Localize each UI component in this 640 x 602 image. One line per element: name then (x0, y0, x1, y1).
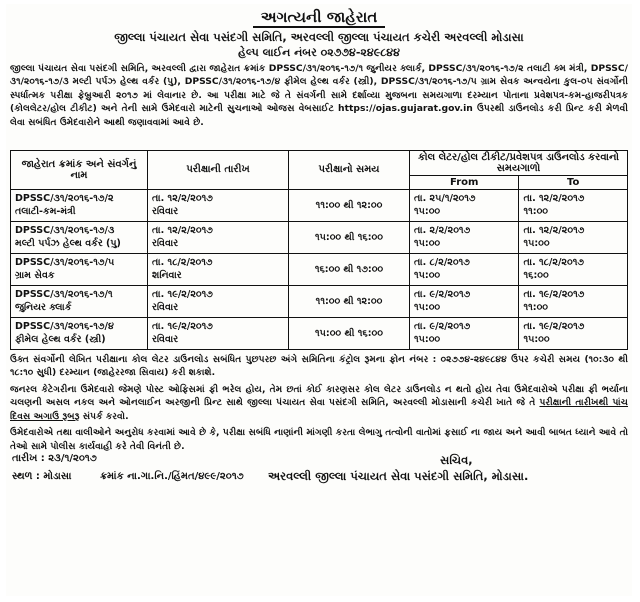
header-download-period: કોલ લેટર/હોલ ટીકીટ/પ્રવેશપત્ર ડાઉનલોડ કરવાનો સમયગાળો (410, 150, 628, 175)
exam-date-cell-day: શનિવાર (152, 270, 182, 281)
exam-date-cell-day: રવિવાર (152, 206, 179, 217)
exam-time-cell (289, 253, 410, 285)
post-cell (11, 189, 148, 221)
to-cell-to-time: ૧૧:૦૦ (523, 206, 549, 217)
note-helpline: ઉક્ત સંવર્ગોની લેખિત પરીક્ષાના કોલ લેટર ડાઉનલોડ સબંધિત પુછપરછ અંગે સમિતિના કંટ્રોલ રૂમના ફોન નંબર : ૦૨૭૭૪-૨૪૯૮૪૪ ઉપર કચેરી સમય (૧૦:૩૦ થી ૧૮:૧૦ સુધી) દરમ્યાન (જાહેરરજા સિવાય) કરી શકાશે. (10, 353, 628, 378)
table-row (11, 221, 628, 253)
from-cell (410, 221, 519, 253)
to-cell-to-date: તા. ૧૨/૨/૨૦૧૭ (523, 193, 585, 204)
header-to: To (519, 175, 628, 189)
post-cell-code: DPSSC/૩૧/૨૦૧૬-૧૭/૪ (15, 321, 114, 332)
note-general-text-c: સંપર્ક કરવો. (79, 410, 129, 422)
from-cell-from-date: તા. ૨૫/૧/૨૦૧૭ (414, 193, 476, 204)
exam-time-cell-time: ૧૧:૦૦ થી ૧૨:૦૦ (315, 199, 383, 211)
exam-date-cell-day: રવિવાર (152, 238, 179, 249)
post-cell-code: DPSSC/૩૧/૨૦૧૬-૧૭/૫ (15, 257, 115, 268)
header-exam-date: પરીક્ષાની તારીખ (148, 150, 289, 189)
helpline-number: હેલ્પ લાઈન નંબર ૦૨૭૭૪-૨૪૯૮૪૪ (238, 45, 400, 59)
to-cell (519, 189, 628, 221)
exam-time-cell (289, 221, 410, 253)
from-cell (410, 285, 519, 317)
exam-date-cell (148, 285, 289, 317)
post-cell-code: DPSSC/૩૧/૨૦૧૬-૧૭/૩ (15, 225, 115, 236)
organization-name: જીલ્લા પંચાયત સેવા પસંદગી સમિતિ, અરવલ્લી જીલ્લા પંચાયત કચેરી અરવલ્લી મોડાસા (114, 30, 524, 44)
exam-date-cell (148, 221, 289, 253)
to-cell-to-time: ૧૫:૦૦ (523, 238, 550, 249)
exam-date-cell-date: તા. ૧૯/૨/૨૦૧૭ (152, 289, 213, 300)
to-cell (519, 253, 628, 285)
post-cell (11, 317, 148, 349)
post-cell (11, 285, 148, 317)
exam-time-cell (289, 317, 410, 349)
signatory-organization: અરવલ્લી જીલ્લા પંચાયત સેવા પસંદગી સમિતિ, મોડાસા. (268, 469, 529, 483)
header-post: જાહેરાત ક્રમાંક અને સંવર્ગનું નામ (11, 150, 148, 189)
advertisement-notice (6, 4, 632, 596)
note-warning: ઉમેદવારોએ તથા વાલીઓને અનુરોધ કરવામાં આવે છે કે, પરીક્ષા સબંધિ નાણાંની માંગણી કરતા લેભાગુ તત્વોની વાતોમાં ફસાઈ ના જાય અને આવી બાબત ધ્યાને આવે તો તેઓ સામે પોલીસ કાર્યવાહી કરે તેવી વિનંતી છે. (10, 427, 628, 452)
from-cell-from-time: ૧૫:૦૦ (414, 302, 441, 313)
to-cell (519, 317, 628, 349)
from-cell-from-time: ૧૫:૦૦ (414, 270, 441, 281)
to-cell-to-date: તા. ૧૮/૨/૨૦૧૭ (523, 257, 584, 268)
header-from: From (410, 175, 519, 189)
exam-time-cell (289, 285, 410, 317)
exam-time-cell-time: ૧૬:૦૦ થી ૧૭:૦૦ (314, 263, 384, 275)
exam-date-cell-date: તા. ૧૨/૨/૨૦૧૭ (152, 225, 213, 236)
from-cell (410, 317, 519, 349)
exam-time-cell-time: ૧૧:૦૦ થી ૧૨:૦૦ (315, 295, 383, 307)
to-cell-to-time: ૧૫:૦૦ (523, 334, 550, 345)
exam-time-cell-time: ૧૫:૦૦ થી ૧૬:૦૦ (315, 231, 383, 243)
exam-date-cell-day: રવિવાર (152, 334, 179, 345)
note-general-text-a: જનરલ કેટેગરીના ઉમેદવારો જેમણે પોસ્ટ ઓફિસમાં ફી ભરેલ હોય, તેમ છતાં કોઈ કારણસર કોલ લેટર ડાઉનલોડ ન થતો હોય તેવા ઉમેદવારોએ પરીક્ષા ફી ભર્યાના ચલણની અસલ નકલ અને ઓનલાઈન અરજીની પ્રિન્ટ સાથે જીલ્લા પંચાયત સેવા પસંદગી સમિતિ, અરવલ્લી મોડાસાની કચેરી ખાતે જે તે (10, 383, 628, 408)
to-cell (519, 221, 628, 253)
schedule-body (11, 189, 628, 349)
notice-title-text: અગત્યની જાહેરાત (253, 10, 386, 28)
from-cell (410, 253, 519, 285)
table-row (11, 317, 628, 349)
note-general-category (10, 383, 628, 424)
from-cell-from-time: ૧૫:૦૦ (414, 334, 441, 345)
post-cell-post: જુનિયર ક્લાર્ક (15, 302, 72, 313)
from-cell-from-time: ૧૫:૦૦ (414, 206, 441, 217)
exam-date-cell-date: તા. ૧૯/૨/૨૦૧૭ (152, 321, 213, 332)
exam-date-cell-day: રવિવાર (152, 302, 179, 313)
post-cell (11, 253, 148, 285)
post-cell-code: DPSSC/૩૧/૨૦૧૬-૧૭/૨ (15, 193, 114, 204)
exam-date-cell (148, 189, 289, 221)
exam-time-cell (289, 189, 410, 221)
note-general-text-underlined: પરીક્ષાની તારીખથી પાંચ દિવસ અગાઉ રૂબરૂ (10, 397, 629, 422)
intro-paragraph: જીલ્લા પંચાયત સેવા પસંદગી સમિતિ, અરવલ્લી દ્વારા જાહેરાત ક્રમાંક DPSSC/૩૧/૨૦૧૬-૧૭/૧ જુનીયર ક્લાર્ક, DPSSC/૩૧/૨૦૧૬-૧૭/૨ તલાટી ક્મ મંત્રી, DPSSC/૩૧/૨૦૧૬-૧૭/૩ મલ્ટી પર્પઝ હેલ્થ વર્કર (પુ), DPSSC/૩૧/૨૦૧૬-૧૭/૪ ફીમેલ હેલ્થ વર્કર (સ્ત્રી), DPSSC/૩૧/૨૦૧૬-૧૭/૫ ગ્રામ સેવક અન્વયેના કુલ-૦૫ સંવર્ગોની સ્પર્ધાત્મક પરીક્ષા ફેબ્રુઆરી ૨૦૧૭ માં લેવાનાર છે. આ પરીક્ષા માટે જે તે સંવર્ગની સામે દર્શાવ્યા મુજબના સમયગાળા દરમ્યાન પોતાના પ્રવેશપત્ર-કમ-હાજરીપત્રક (કોલલેટર/હોલ ટીકીટ) અને તેની સામે ઉમેદવારો માટેની સુચનાઓ ઓજસ વેબસાઈટ https://ojas.gujarat.gov.in ઉપરથી ડાઉનલોડ કરી પ્રિન્ટ કરી મેળવી લેવા સબંધિત ઉમેદવારોને આથી જણાવવામાં આવે છે. (10, 62, 628, 128)
post-cell-post: ગ્રામ સેવક (15, 270, 55, 281)
from-cell-from-time: ૧૫:૦૦ (414, 238, 441, 249)
to-cell-to-date: તા. ૧૨/૨/૨૦૧૭ (523, 225, 585, 236)
header-exam-time: પરીક્ષાનો સમય (289, 150, 410, 189)
table-row (11, 253, 628, 285)
to-cell (519, 285, 628, 317)
from-cell-from-date: તા. ૯/૨/૨૦૧૭ (414, 289, 471, 300)
to-cell-to-time: ૧૧:૦૦ (523, 302, 549, 313)
from-cell (410, 189, 519, 221)
notice-header (10, 10, 628, 58)
post-cell (11, 221, 148, 253)
from-cell-from-date: તા. ૮/૨/૨૦૧૭ (414, 257, 470, 268)
notice-place: સ્થળ : મોડાસા (12, 471, 72, 482)
exam-schedule-table (10, 150, 628, 350)
exam-date-cell (148, 317, 289, 349)
exam-date-cell-date: તા. ૧૨/૨/૨૦૧૭ (152, 193, 213, 204)
post-cell-post: તલાટી-કમ-મંત્રી (15, 206, 76, 217)
signature-block (10, 453, 628, 495)
exam-date-cell-date: તા. ૧૮/૨/૨૦૧૭ (152, 257, 213, 268)
to-cell-to-date: તા. ૧૯/૨/૨૦૧૭ (523, 321, 585, 332)
to-cell-to-time: ૧૬:૦૦ (523, 270, 549, 281)
table-row (11, 189, 628, 221)
post-cell-code: DPSSC/૩૧/૨૦૧૬-૧૭/૧ (15, 289, 113, 300)
table-row (11, 285, 628, 317)
from-cell-from-date: તા. ૯/૨/૨૦૧૭ (414, 321, 471, 332)
to-cell-to-date: તા. ૧૯/૨/૨૦૧૭ (523, 289, 585, 300)
designation: સચિવ, (440, 453, 473, 467)
post-cell-post: ફીમેલ હેલ્થ વર્કર (સ્ત્રી) (15, 334, 106, 345)
notice-date: તારીખ : ૨૩/૧/૨૦૧૭ (12, 453, 97, 464)
exam-date-cell (148, 253, 289, 285)
reference-number: ક્રમાંક ના.ગા.નિ./હિંમત/૪૯૯/૨૦૧૭ (100, 471, 244, 482)
notice-title (10, 10, 628, 28)
exam-time-cell-time: ૧૫:૦૦ થી ૧૬:૦૦ (315, 327, 383, 339)
post-cell-post: મલ્ટી પર્પઝ હેલ્થ વર્કર (પુ) (15, 238, 121, 249)
from-cell-from-date: તા. ૨/૨/૨૦૧૭ (414, 225, 471, 236)
